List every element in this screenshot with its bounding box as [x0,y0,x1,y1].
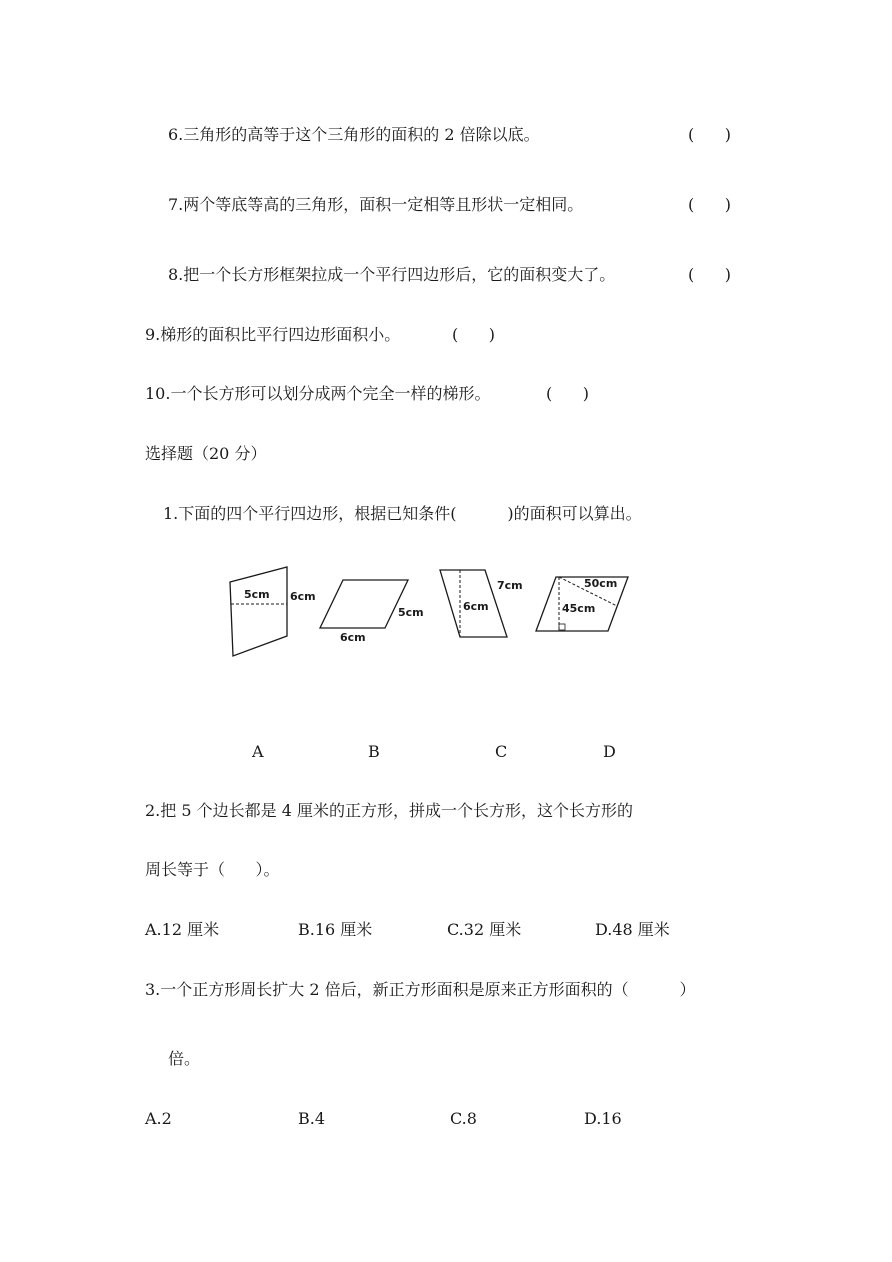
figure-c-height-label: 6cm [463,600,489,613]
choice-question-3-option-d: D.16 [584,1109,622,1128]
choice-question-1-text: 1.下面的四个平行四边形，根据已知条件( )的面积可以算出。 [163,504,642,523]
figure-c-parallelogram [440,570,523,637]
question-7-answer-blank: ( ) [688,195,731,214]
figure-a-inner-label: 5cm [244,588,270,601]
choice-question-3-text-line-1: 3.一个正方形周长扩大 2 倍后，新正方形面积是原来正方形面积的（ ） [145,980,696,999]
question-6-answer-blank: ( ) [688,125,731,144]
section-title-multiple-choice: 选择题（20 分） [145,444,267,463]
choice-question-3-option-c: C.8 [450,1109,477,1128]
choice-question-2-option-a: A.12 厘米 [145,920,220,939]
choice-question-3-text-line-2: 倍。 [168,1049,201,1068]
figure-d-top-label: 50cm [584,577,618,590]
question-9-answer-blank: ( ) [452,325,495,344]
choice-question-3-option-b: B.4 [298,1109,326,1128]
question-6-text: 6.三角形的高等于这个三角形的面积的 2 倍除以底。 [168,125,540,144]
figure-d-height-label: 45cm [562,602,596,615]
figure-b-bottom-label: 6cm [340,631,366,644]
figure-d-parallelogram [536,577,628,631]
choice-question-2-text-line-1: 2.把 5 个边长都是 4 厘米的正方形，拼成一个长方形，这个长方形的 [145,801,633,820]
question-8-answer-blank: ( ) [688,265,731,284]
question-7-text: 7.两个等底等高的三角形，面积一定相等且形状一定相同。 [168,195,584,214]
question-10-answer-blank: ( ) [546,384,589,403]
choice-question-2-option-b: B.16 厘米 [298,920,373,939]
figure-a-side-label: 6cm [290,590,316,603]
figure-label-a: A [252,742,264,761]
choice-question-2-option-c: C.32 厘米 [447,920,522,939]
figure-label-c: C [495,742,508,761]
figure-label-b: B [368,742,380,761]
choice-question-2-text-line-2: 周长等于（ ）。 [145,860,280,879]
choice-question-2-option-d: D.48 厘米 [595,920,670,939]
choice-question-3-option-a: A.2 [145,1109,172,1128]
figure-c-side-label: 7cm [497,579,523,592]
question-10-text: 10.一个长方形可以划分成两个完全一样的梯形。 [145,384,491,403]
question-8-text: 8.把一个长方形框架拉成一个平行四边形后，它的面积变大了。 [168,265,616,284]
figure-label-d: D [603,742,616,761]
figure-b-side-label: 5cm [398,606,424,619]
question-9-text: 9.梯形的面积比平行四边形面积小。 [145,325,401,344]
figure-a-parallelogram [230,567,316,656]
figure-b-parallelogram [320,580,424,644]
